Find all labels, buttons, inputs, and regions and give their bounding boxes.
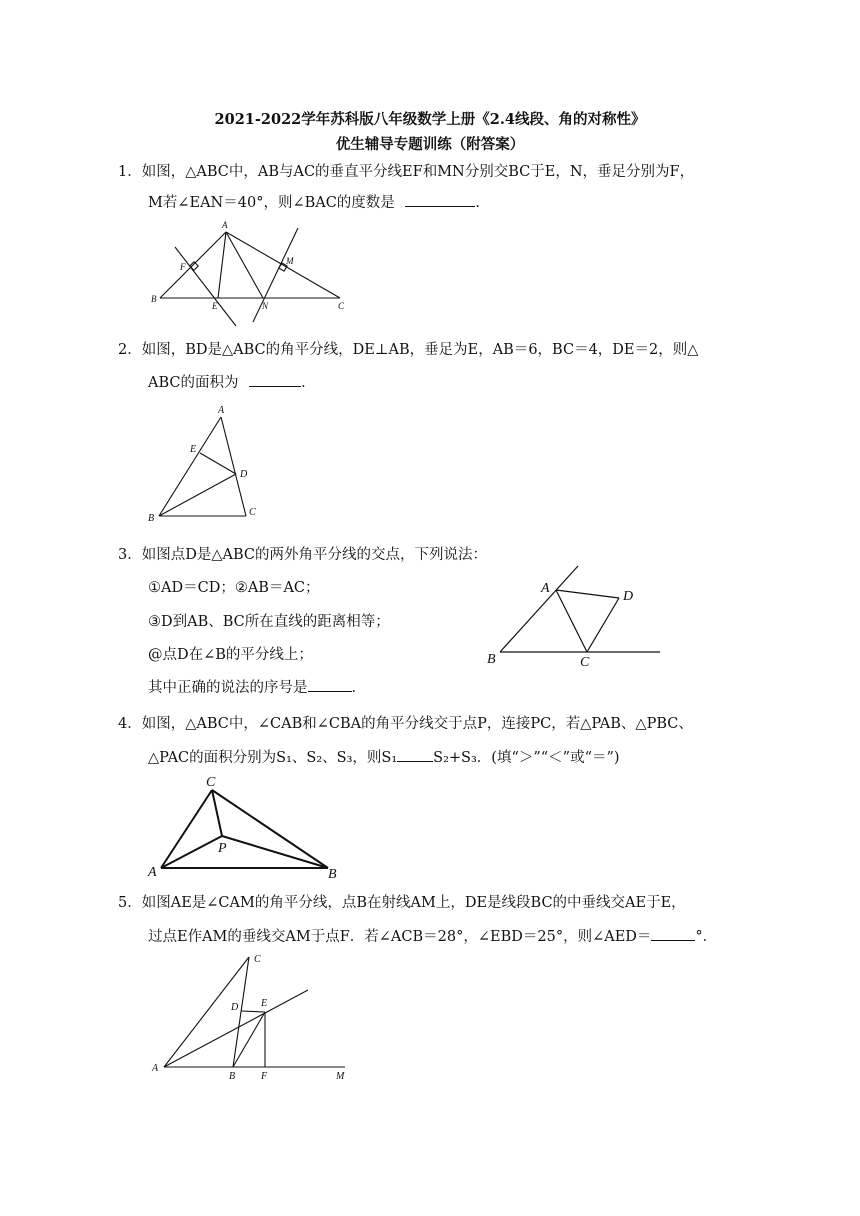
q5-text-line-2	[148, 925, 717, 946]
q2-label-B: B	[148, 513, 155, 524]
q2-label-A: A	[218, 405, 225, 416]
q4-label-A: A	[148, 865, 157, 880]
q1-text: M若∠EAN＝40°，则∠BAC的度数是	[148, 195, 395, 211]
q1-answer-blank[interactable]	[405, 192, 475, 207]
q5-text-a: 过点E作AM的垂线交AM于点F．若∠ACB＝28°，∠EBD＝25°，则∠AED＝	[148, 929, 652, 945]
q5-figure	[145, 948, 360, 1084]
q1-text-line-2	[148, 191, 490, 212]
q3-label-A: A	[541, 581, 550, 596]
q2-figure	[145, 400, 270, 525]
q3-text-line-5	[148, 676, 366, 697]
q2-text-line-1: 2．如图，BD是△ABC的角平分线，DE⊥AB，垂足为E，AB＝6，BC＝4，DE＝2，则△	[118, 342, 699, 358]
q4-answer-blank[interactable]	[397, 747, 433, 762]
q3-label-C: C	[580, 655, 590, 670]
q3-figure	[482, 560, 667, 672]
q2-end: ．	[301, 375, 316, 391]
q5-text-b: °．	[695, 929, 718, 945]
q1-label-C: C	[338, 301, 345, 311]
q5-label-B: B	[229, 1071, 236, 1082]
q3-text-line-1: 3．如图点D是△ABC的两外角平分线的交点，下列说法：	[118, 547, 487, 563]
q2-text-line-2	[148, 371, 316, 392]
q5-label-D: D	[231, 1002, 239, 1013]
q2-label-D: D	[240, 469, 248, 480]
q4-label-C: C	[206, 775, 216, 790]
q5-label-F: F	[261, 1071, 268, 1082]
q1-figure	[145, 220, 375, 332]
q4-figure	[145, 770, 350, 880]
q1-label-B: B	[151, 294, 157, 304]
q1-label-E: E	[212, 301, 218, 311]
q3-text-line-4: @点D在∠B的平分线上；	[148, 647, 313, 663]
q5-label-A: A	[152, 1063, 159, 1074]
q4-label-P: P	[218, 841, 227, 856]
q4-text-a: △PAC的面积分别为S₁、S₂、S₃，则S₁	[148, 750, 398, 766]
q1-label-M: M	[286, 256, 294, 266]
title-line-1: 2021-2022学年苏科版八年级数学上册《2.4线段、角的对称性》	[214, 111, 646, 128]
q5-label-M: M	[336, 1071, 345, 1082]
q5-label-C: C	[254, 954, 261, 965]
q5-text-line-1: 5．如图AE是∠CAM的角平分线，点B在射线AM上，DE是线段BC的中垂线交AE于E，	[118, 895, 686, 911]
q1-label-F: F	[180, 262, 186, 272]
q3-text-line-3: ③D到AB、BC所在直线的距离相等；	[148, 614, 390, 630]
q2-text: ABC的面积为	[148, 375, 239, 391]
q2-answer-blank[interactable]	[249, 372, 301, 387]
q1-end: ．	[475, 195, 490, 211]
q4-label-B: B	[328, 867, 337, 880]
q3-end: ．	[351, 680, 366, 696]
q4-text-b: S₂+S₃．(填“＞”“＜”或“＝”)	[433, 750, 620, 766]
q2-label-C: C	[249, 507, 256, 518]
q3-answer-blank[interactable]	[308, 677, 352, 692]
q5-answer-blank[interactable]	[651, 926, 695, 941]
title-line-2: 优生辅导专题训练（附答案）	[335, 136, 525, 153]
q4-text-line-1: 4．如图，△ABC中，∠CAB和∠CBA的角平分线交于点P，连接PC，若△PAB、△PBC、	[118, 716, 693, 732]
q3-label-D: D	[623, 589, 634, 604]
q3-text-line-2: ①AD＝CD；②AB＝AC；	[148, 580, 320, 596]
q2-label-E: E	[190, 444, 197, 455]
q5-label-E: E	[261, 998, 268, 1009]
q1-text-line-1: 1．如图，△ABC中，AB与AC的垂直平分线EF和MN分别交BC于E，N，垂足分别为F，	[118, 164, 695, 180]
q3-label-B: B	[487, 652, 496, 667]
q1-label-A: A	[222, 220, 228, 230]
q3-text: 其中正确的说法的序号是	[148, 680, 308, 696]
q1-label-N: N	[262, 301, 269, 311]
q4-text-line-2	[148, 746, 620, 767]
